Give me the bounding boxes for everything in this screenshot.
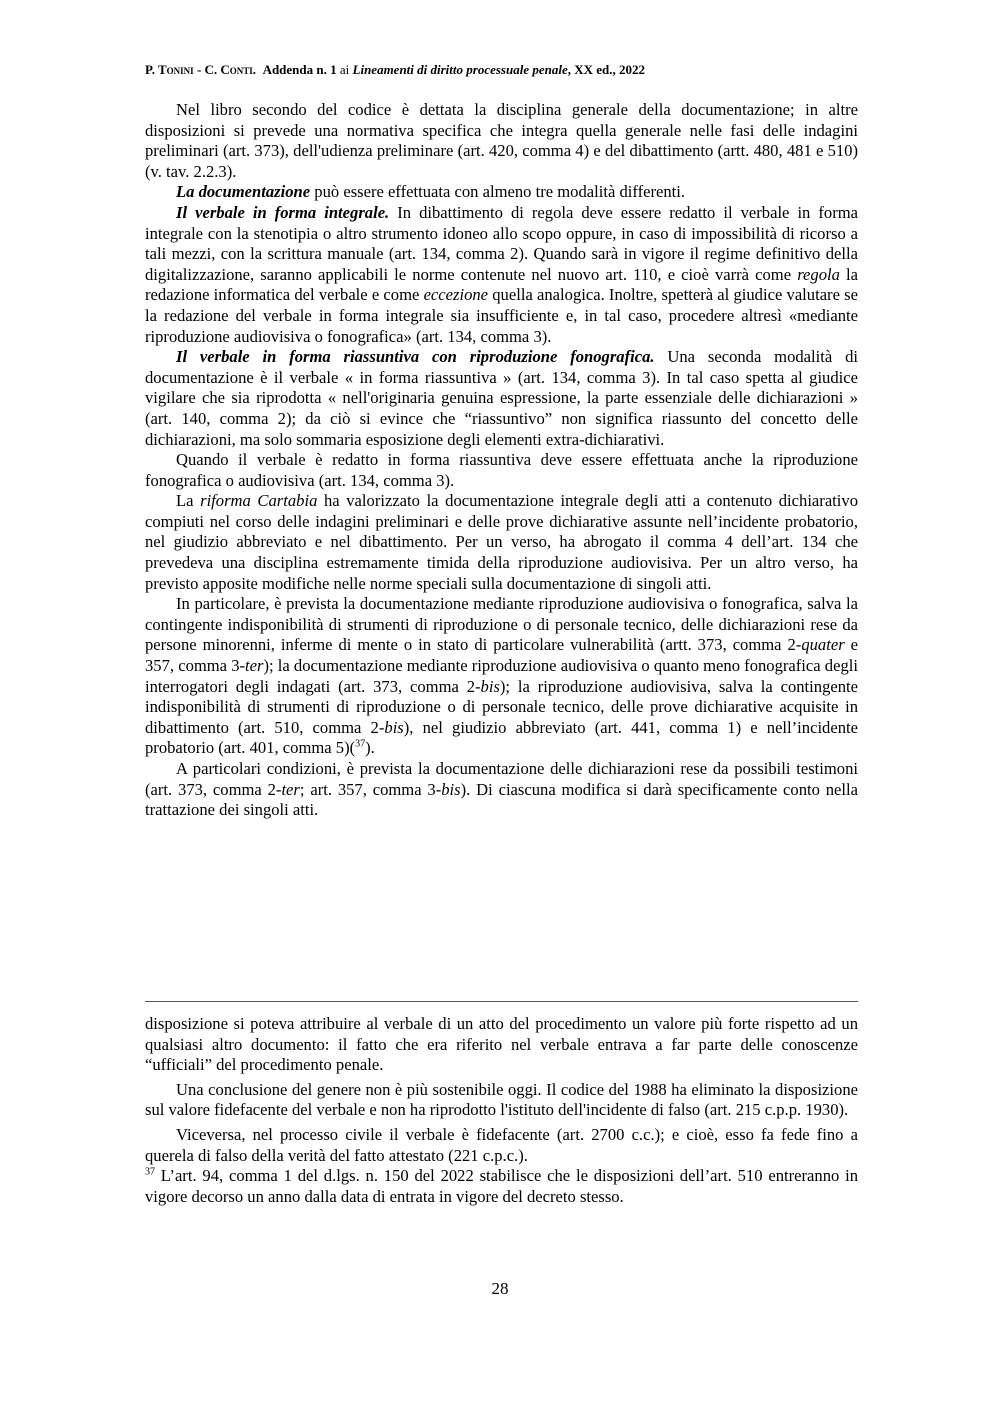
footnote-separator <box>145 1001 858 1002</box>
paragraph-5 <box>145 450 858 491</box>
paragraph-6 <box>145 491 858 594</box>
header-authors: P. Tonini - C. Conti. <box>145 62 257 77</box>
paragraph-1 <box>145 100 858 182</box>
running-header <box>145 62 865 78</box>
footnote-ref-37[interactable]: 37 <box>355 738 366 750</box>
paragraph-2-text: può essere effettuata con almeno tre modalità differenti. <box>310 182 686 202</box>
paragraph-8-ter: ter <box>281 779 300 799</box>
paragraph-7-text-c: ); la documentazione mediante riproduzione audiovisiva o quanto meno fonografica degli interrogatori degli indagati (art. 373, comma 2- <box>145 656 858 696</box>
header-addenda: Addenda n. 1 <box>262 62 337 77</box>
paragraph-8-text-c: ). Di ciascuna modifica si darà specificamente conto nella trattazione dei singoli atti. <box>145 779 859 820</box>
paragraph-7-text-d: ); la riproduzione audiovisiva, salva la contingente indisponibilità di strumenti di riproduzione o di personale tecnico, delle prove dichiarative acquisite in dibattimento (art. 510, comma 2- <box>145 676 859 737</box>
paragraph-6-riforma: riforma Cartabia <box>200 491 318 511</box>
paragraph-3-regola: regola <box>797 264 840 284</box>
paragraph-6-text-a: La <box>176 491 201 511</box>
paragraph-6-text-b: ha valorizzato la documentazione integrale degli atti a contenuto dichiarativo compiuti nel corso delle indagini preliminari e delle prove dichiarative assunte nell’incidente probatorio, nel giudizio abbreviato e nel dibattimento. Per un verso, ha abrogato il comma 4 dell’art. 134 che prevedeva una disciplina estremamente timida della riproduzione audiovisiva. Per un altro verso, ha previsto apposite modifiche nelle norme speciali sulla documentazione di singoli atti. <box>145 491 858 593</box>
header-book-title: Lineamenti di diritto processuale penale <box>352 62 568 77</box>
paragraph-3-text-a: In dibattimento di regola deve essere redatto il verbale in forma integrale con la stenotipia o altro strumento idoneo allo scopo oppure, in caso di impossibilità di ricorso a tali mezzi, con la scrittura manuale (art. 134, comma 2). Quando sarà in vigore il regime definitivo della digitalizzazione, saranno applicabili le norme contenute nel nuovo art. 110, e cioè varrà come <box>145 202 858 284</box>
paragraph-3-text-b: la redazione informatica del verbale e come <box>145 264 858 305</box>
paragraph-7-text-a: In particolare, è prevista la documentazione mediante riproduzione audiovisiva o fonografica, salva la contingente indisponibilità di strumenti di riproduzione o di personale tecnico, delle dichiarazioni rese da persone minorenni, inferme di mente o in stato di particolare vulnerabilità (artt. 373, comma 2- <box>145 594 858 655</box>
paragraph-7 <box>145 594 858 759</box>
paragraph-3-lead: Il verbale in forma integrale. <box>176 202 390 222</box>
footnote-continuation <box>145 1014 858 1076</box>
footnotes <box>145 1014 858 1211</box>
paragraph-7-bis-1: bis <box>480 676 500 696</box>
paragraph-2 <box>145 182 858 203</box>
page-number: 28 <box>491 1279 509 1298</box>
paragraph-2-lead: La documentazione <box>176 182 311 202</box>
paragraph-8-bis: bis <box>441 779 461 799</box>
header-edition: , XX ed., 2022 <box>567 62 646 77</box>
paragraph-7-bis-2: bis <box>384 717 404 737</box>
footnote-paragraph-2 <box>145 1080 858 1121</box>
footnote-37-number: 37 <box>145 1166 155 1178</box>
footnote-paragraph-3-text: Viceversa, nel processo civile il verbale è fidefacente (art. 2700 c.c.); e cioè, esso fa fede fino a querela di falso della verità del fatto attestato (221 c.p.c.). <box>145 1124 858 1165</box>
paragraph-4 <box>145 347 858 450</box>
paragraph-7-quater: quater <box>801 635 845 655</box>
paragraph-4-lead: Il verbale in forma riassuntiva con riproduzione fonografica. <box>176 347 655 367</box>
paragraph-7-text-e: ), nel giudizio abbreviato (art. 441, comma 1) e nell’incidente probatorio (art. 401, comma 5)( <box>145 717 858 758</box>
paragraph-7-text-f: ). <box>365 738 375 758</box>
paragraph-1-text: Nel libro secondo del codice è dettata la disciplina generale della documentazione; in altre disposizioni si prevede una normativa specifica che integra quella generale nelle fasi delle indagini preliminari (art. 373), dell'udienza preliminare (art. 420, comma 4) e del dibattimento (artt. 480, 481 e 510) (v. tav. 2.2.3). <box>145 100 858 181</box>
footnote-paragraph-2-text: Una conclusione del genere non è più sostenibile oggi. Il codice del 1988 ha eliminato la disposizione sul valore fidefacente del verbale e non ha riprodotto l'istituto dell'incidente di falso (art. 215 c.p.p. 1930). <box>145 1079 858 1120</box>
paragraph-8-text-b: ; art. 357, comma 3- <box>299 779 442 799</box>
main-text <box>145 100 858 821</box>
paragraph-3 <box>145 203 858 347</box>
header-ai: ai <box>339 62 350 77</box>
paragraph-7-ter: ter <box>245 656 264 676</box>
footnote-paragraph-3 <box>145 1125 858 1166</box>
paragraph-4-text: Una seconda modalità di documentazione è il verbale « in forma riassuntiva » (art. 134, comma 3). In tal caso spetta al giudice vigilare che sia riprodotta « nell'originaria genuina espressione, la parte essenziale delle dichiarazioni » (art. 140, comma 2); da ciò si evince che “riassuntivo” non significa riassunto del concetto delle dichiarazioni, ma solo sommaria esposizione degli elementi extra-dichiarativi. <box>145 347 858 449</box>
paragraph-8-text-a: A particolari condizioni, è prevista la documentazione delle dichiarazioni rese da possibili testimoni (art. 373, comma 2- <box>145 759 858 799</box>
footnote-continuation-text: disposizione si poteva attribuire al verbale di un atto del procedimento un valore più forte rispetto ad un qualsiasi altro documento: il fatto che era riferito nel verbale entrava a far parte delle conoscenze “ufficiali” del procedimento penale. <box>145 1014 858 1075</box>
paragraph-7-text-b: e 357, comma 3- <box>145 635 858 676</box>
paragraph-8 <box>145 759 858 821</box>
paragraph-3-text-c: quella analogica. Inoltre, spetterà al giudice valutare se la redazione del verbale in forma integrale sia insufficiente e, in tal caso, procedere altresì «mediante riproduzione audiovisiva o fonografica» (art. 134, comma 3). <box>145 285 858 346</box>
paragraph-5-text: Quando il verbale è redatto in forma riassuntiva deve essere effettuata anche la riproduzione fonografica o audiovisiva (art. 134, comma 3). <box>145 450 858 490</box>
footnote-37 <box>145 1166 858 1207</box>
paragraph-3-eccezione: eccezione <box>423 285 489 305</box>
footnote-37-text: L’art. 94, comma 1 del d.lgs. n. 150 del 2022 stabilisce che le disposizioni dell’art. 510 entreranno in vigore decorso un anno dalla data di entrata in vigore del decreto stesso. <box>145 1166 858 1206</box>
